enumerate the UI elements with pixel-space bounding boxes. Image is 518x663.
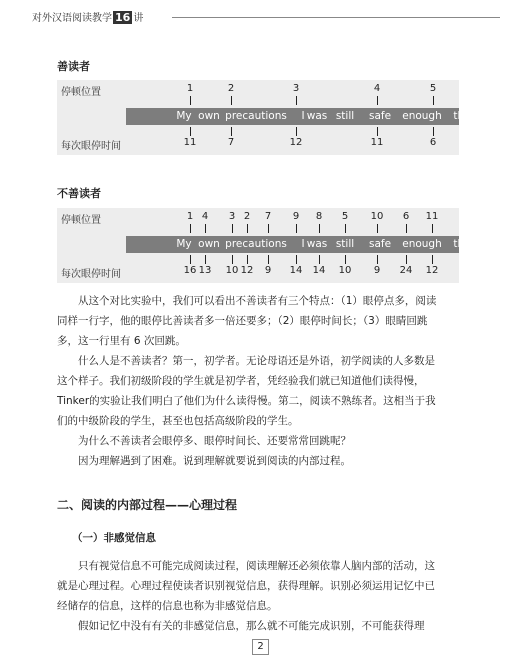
text-line: 同样一行字，他的眼停比善读者多一倍还要多；（2）眼停时间长；（3）眼睛回跳 bbox=[57, 315, 428, 327]
text-line: 因为理解遇到了困难。说到理解就要说到阅读的内部过程。 bbox=[78, 455, 351, 467]
duration-tick bbox=[296, 255, 297, 264]
fixation-number: 1 bbox=[186, 83, 194, 94]
header-rule bbox=[172, 17, 500, 18]
sentence-word: own bbox=[198, 238, 220, 250]
text-line: 们的中级阶段的学生，甚至也包括高级阶段的学生。 bbox=[57, 415, 299, 427]
fixation-tick bbox=[296, 224, 297, 233]
duration-number: 16 bbox=[183, 265, 197, 276]
fixation-label: 停顿位置 bbox=[61, 87, 101, 98]
fixation-tick bbox=[268, 224, 269, 233]
duration-number: 11 bbox=[183, 137, 197, 148]
sentence-word: My bbox=[176, 238, 192, 250]
fixation-tick bbox=[190, 96, 191, 105]
sentence-word: safe bbox=[368, 110, 392, 122]
duration-number: 14 bbox=[289, 265, 303, 276]
duration-number: 6 bbox=[429, 137, 437, 148]
duration-tick bbox=[319, 255, 320, 264]
sentence-word: I bbox=[301, 238, 305, 250]
lecture-suffix: 讲 bbox=[133, 13, 144, 24]
text-line: 什么人是不善读者？第一，初学者。无论母语还是外语，初学阅读的人多数是 bbox=[78, 355, 435, 367]
duration-number: 11 bbox=[370, 137, 384, 148]
fixation-number: 7 bbox=[264, 211, 272, 222]
duration-number: 12 bbox=[240, 265, 254, 276]
lecture-number-badge: 16 bbox=[115, 11, 131, 24]
text-line: 多，这一行里有 6 次回跳。 bbox=[57, 335, 186, 347]
duration-tick bbox=[345, 255, 346, 264]
text-line: 假如记忆中没有有关的非感觉信息，那么就不可能完成识别，不可能获得理 bbox=[78, 620, 425, 632]
text-line: Tinker的实验让我们明白了他们为什么读得慢。第二，阅读不熟练者。这相当于我 bbox=[57, 395, 436, 407]
fixation-tick bbox=[190, 224, 191, 233]
text-line: 经储存的信息，这样的信息也称为非感觉信息。 bbox=[57, 600, 278, 612]
sentence-word: was bbox=[306, 110, 328, 122]
sentence-word: I bbox=[301, 110, 305, 122]
fixation-tick bbox=[345, 224, 346, 233]
duration-tick bbox=[268, 255, 269, 264]
fixation-tick bbox=[247, 224, 248, 233]
sentence-word: precautions bbox=[225, 110, 287, 122]
duration-tick bbox=[296, 127, 297, 136]
fixation-tick bbox=[432, 224, 433, 233]
fixation-number: 5 bbox=[429, 83, 437, 94]
page-number: 2 bbox=[252, 639, 269, 655]
sentence-word: the bbox=[453, 110, 471, 122]
fixation-tick bbox=[377, 96, 378, 105]
duration-number: 7 bbox=[227, 137, 235, 148]
fixation-number: 11 bbox=[425, 211, 439, 222]
fixation-tick bbox=[433, 96, 434, 105]
poor-reader-diagram bbox=[57, 208, 508, 283]
sentence-word: My bbox=[176, 110, 192, 122]
duration-number: 10 bbox=[338, 265, 352, 276]
fixation-tick bbox=[319, 224, 320, 233]
fixation-number: 2 bbox=[243, 211, 251, 222]
subsection-heading: （一）非感觉信息 bbox=[72, 532, 156, 544]
sentence-word: enough bbox=[402, 238, 442, 250]
section-heading: 二、阅读的内部过程——心理过程 bbox=[57, 498, 238, 512]
sentence-word: was bbox=[306, 238, 328, 250]
fixation-number: 8 bbox=[315, 211, 323, 222]
good-reader-title: 善读者 bbox=[57, 60, 90, 73]
duration-tick bbox=[205, 255, 206, 264]
duration-number: 12 bbox=[289, 137, 303, 148]
text-line: 就是心理过程。心理过程使读者识别视觉信息，获得理解。识别必须运用记忆中已 bbox=[57, 580, 435, 592]
text-line: 从这个对比实验中，我们可以看出不善读者有三个特点：（1）眼停点多，阅读 bbox=[78, 295, 437, 307]
poor-reader-title: 不善读者 bbox=[57, 187, 101, 200]
duration-number: 10 bbox=[225, 265, 239, 276]
fixation-number: 6 bbox=[402, 211, 410, 222]
body-text-2 bbox=[57, 556, 459, 636]
sentence-word: precautions bbox=[225, 238, 287, 250]
duration-tick bbox=[377, 255, 378, 264]
duration-number: 12 bbox=[425, 265, 439, 276]
fixation-tick bbox=[406, 224, 407, 233]
duration-tick bbox=[377, 127, 378, 136]
book-title: 对外汉语阅读教学 bbox=[32, 13, 112, 24]
sentence-word: enough bbox=[402, 110, 442, 122]
sentence-word: mere bbox=[480, 238, 508, 250]
duration-label: 每次眼停时间 bbox=[61, 141, 121, 152]
duration-tick bbox=[433, 127, 434, 136]
fixation-number: 4 bbox=[373, 83, 381, 94]
duration-tick bbox=[432, 255, 433, 264]
fixation-number: 3 bbox=[228, 211, 236, 222]
body-text bbox=[57, 291, 459, 471]
duration-tick bbox=[231, 127, 232, 136]
fixation-number: 2 bbox=[227, 83, 235, 94]
good-reader-diagram bbox=[57, 80, 508, 155]
fixation-number: 5 bbox=[341, 211, 349, 222]
sentence-bar bbox=[126, 108, 508, 125]
sentence-word: own bbox=[198, 110, 220, 122]
running-header bbox=[32, 9, 143, 24]
duration-number: 9 bbox=[264, 265, 272, 276]
text-line: 只有视觉信息不可能完成阅读过程，阅读理解还必须依靠人脑内部的活动，这 bbox=[78, 560, 435, 572]
fixation-number: 10 bbox=[370, 211, 384, 222]
sentence-word: mere bbox=[480, 110, 508, 122]
duration-tick bbox=[190, 255, 191, 264]
sentence-word: still bbox=[335, 110, 355, 122]
duration-number: 24 bbox=[399, 265, 413, 276]
sentence-bar bbox=[126, 236, 508, 253]
fixation-tick bbox=[232, 224, 233, 233]
sentence-word: safe bbox=[368, 238, 392, 250]
sentence-word: still bbox=[335, 238, 355, 250]
duration-tick bbox=[190, 127, 191, 136]
duration-tick bbox=[247, 255, 248, 264]
fixation-number: 1 bbox=[186, 211, 194, 222]
duration-label: 每次眼停时间 bbox=[61, 269, 121, 280]
fixation-tick bbox=[231, 96, 232, 105]
duration-number: 14 bbox=[312, 265, 326, 276]
duration-tick bbox=[232, 255, 233, 264]
fixation-label: 停顿位置 bbox=[61, 215, 101, 226]
fixation-number: 4 bbox=[201, 211, 209, 222]
text-line: 为什么不善读者会眼停多、眼停时间长、还要常常回跳呢？ bbox=[78, 435, 351, 447]
sentence-word: the bbox=[453, 238, 471, 250]
text-line: 这个样子。我们初级阶段的学生就是初学者，凭经验我们就已知道他们读得慢， bbox=[57, 375, 425, 387]
duration-number: 13 bbox=[198, 265, 212, 276]
fixation-number: 9 bbox=[292, 211, 300, 222]
duration-number: 9 bbox=[373, 265, 381, 276]
fixation-tick bbox=[377, 224, 378, 233]
duration-tick bbox=[406, 255, 407, 264]
fixation-tick bbox=[296, 96, 297, 105]
fixation-tick bbox=[205, 224, 206, 233]
fixation-number: 3 bbox=[292, 83, 300, 94]
